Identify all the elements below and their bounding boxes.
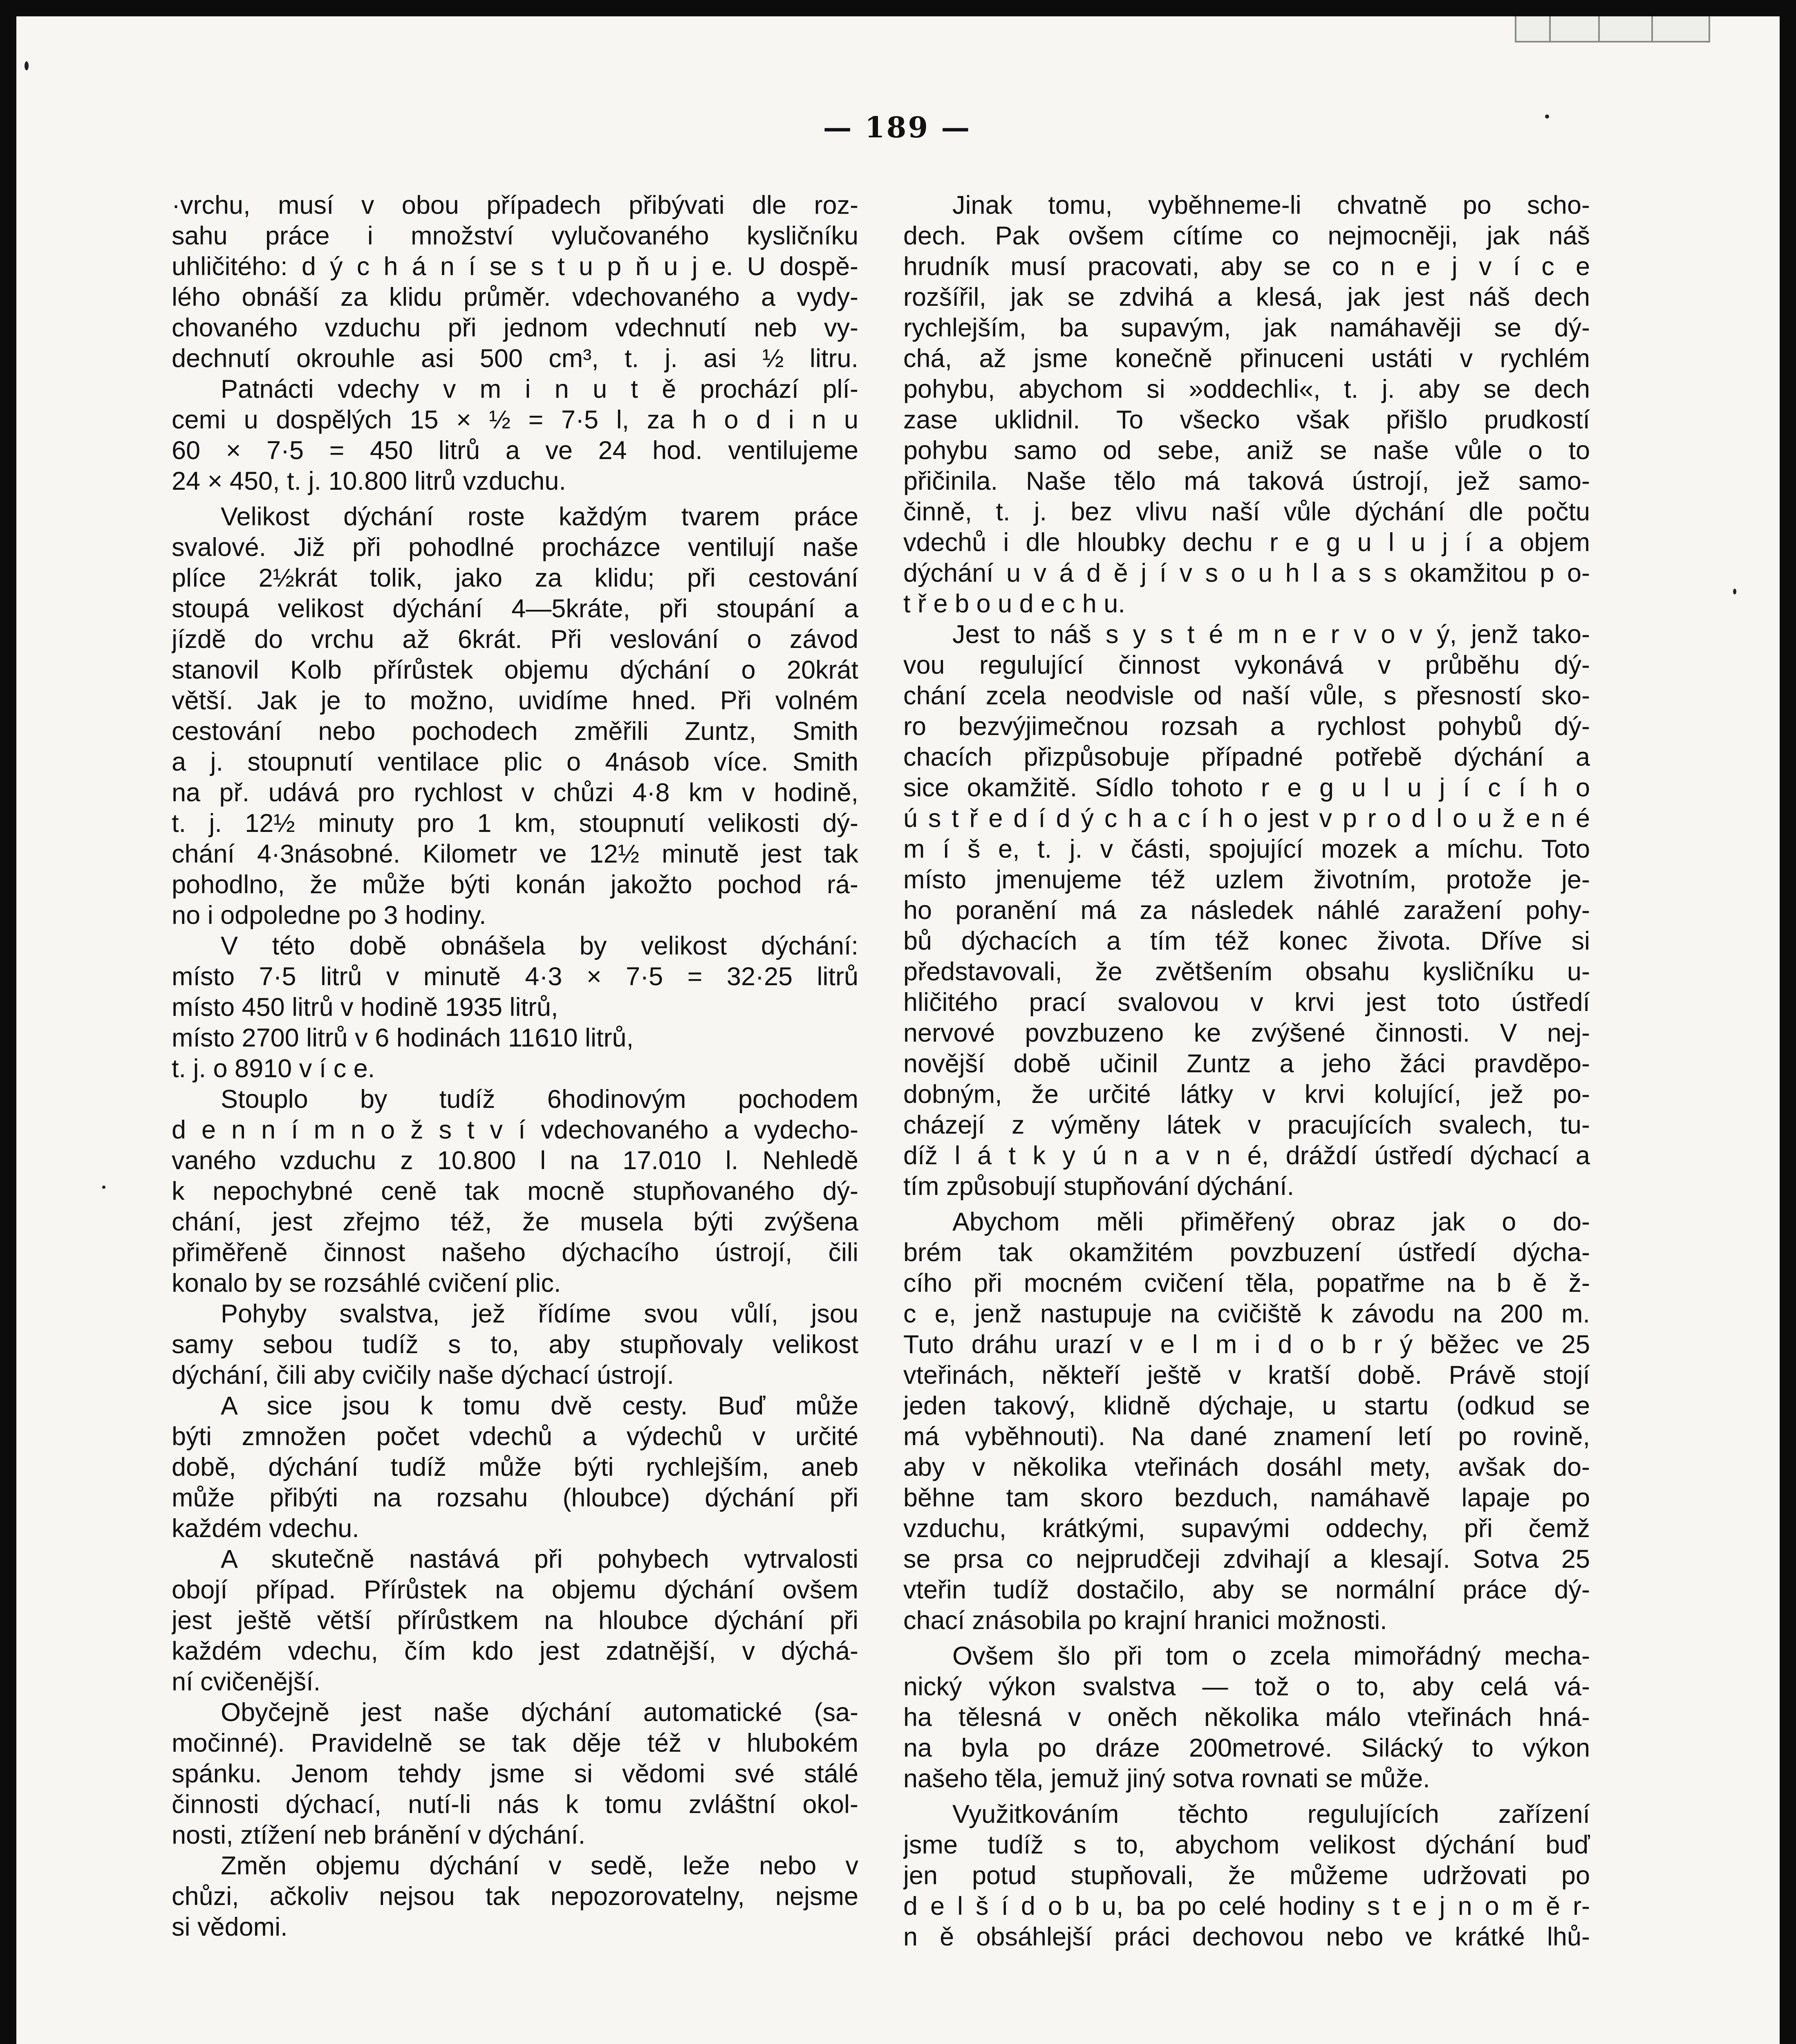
text-line: rozšířil, jak se zdvihá a klesá, jak jest náš dech — [903, 283, 1590, 312]
text-line: činně, t. j. bez vlivu naší vůle dýchání dle počtu — [903, 498, 1590, 526]
text-line: vteřin tudíž dostačilo, aby se normální práce dý- — [903, 1576, 1590, 1604]
text-line: t. j. o 8910 v í c e. — [172, 1054, 375, 1083]
text-line: d e n n í m n o ž s t v í vdechovaného a vydecho- — [172, 1116, 858, 1144]
text-line: Jinak tomu, vyběhneme-li chvatně po scho- — [952, 191, 1590, 220]
text-line: stanovil Kolb přírůstek objemu dýchání o 20krát — [172, 656, 858, 684]
text-line: ú s t ř e d í d ý c h a c í h o jest v p r o d l o u ž e n é — [903, 804, 1590, 833]
text-line: činnosti dýchací, nutí-li nás k tomu zvláštní okol- — [172, 1790, 858, 1819]
text-line: chacích přizpůsobuje případné potřebě dýchání a — [903, 743, 1590, 771]
text-line: nosti, ztížení neb bránění v dýchání. — [172, 1821, 586, 1849]
scan-speck — [25, 61, 29, 70]
text-line: t. j. 12½ minuty pro 1 km, stoupnutí velikosti dý- — [172, 809, 858, 838]
text-line: sice okamžitě. Sídlo tohoto r e g u l u j í c í h o — [903, 773, 1590, 802]
text-line: novější době učinil Zuntz a jeho žáci pravděpo- — [903, 1049, 1590, 1078]
scan-speck — [1545, 114, 1549, 119]
left-column — [172, 190, 858, 1943]
text-line: chání zcela neodvisle od naší vůle, s přesností sko- — [903, 681, 1590, 710]
library-stamp — [1515, 16, 1710, 43]
text-line: na př. udává pro rychlost v chůzi 4·8 km v hodině, — [172, 778, 858, 807]
text-line: Obyčejně jest naše dýchání automatické (sa- — [221, 1698, 858, 1727]
text-line: hrudník musí pracovati, aby se co n e j v í c e — [903, 252, 1590, 281]
text-line: může přibýti na rozsahu (hloubce) dýchání při — [172, 1484, 858, 1512]
text-line: k nepochybné ceně tak mocně stupňovaného dý- — [172, 1177, 858, 1206]
text-line: vzduchu, krátkými, supavými oddechy, při čemž — [903, 1514, 1590, 1543]
text-line: Patnácti vdechy v m i n u t ě prochází plí- — [221, 375, 858, 403]
scan-speck — [1733, 589, 1736, 594]
text-line: chá, až jsme konečně přinuceni ustáti v rychlém — [903, 344, 1590, 373]
text-line: aby v několika vteřinách dosáhl mety, avšak do- — [903, 1453, 1590, 1481]
text-line: Využitkováním těchto regulujících zařízení — [952, 1800, 1590, 1829]
text-line: Pohyby svalstva, jež řídíme svou vůlí, jsou — [221, 1300, 858, 1328]
text-line: Abychom měli přiměřený obraz jak o do- — [952, 1208, 1590, 1236]
text-line: obojí případ. Přírůstek na objemu dýchání ovšem — [172, 1576, 858, 1604]
text-line: dechnutí okrouhle asi 500 cm³, t. j. asi ½ litru. — [172, 344, 858, 373]
text-line: se prsa co nejprudčeji zdvihají a klesají. Sotva 25 — [903, 1545, 1590, 1573]
text-line: dobným, že určité látky v krvi kolující, jež po- — [903, 1080, 1590, 1109]
text-line: samy sebou tudíž s to, aby stupňovaly velikost — [172, 1330, 858, 1359]
text-line: no i odpoledne po 3 hodiny. — [172, 901, 486, 930]
text-line: lého obnáší za klidu průměr. vdechovaného a vydy- — [172, 283, 858, 312]
text-line: vdechů i dle hloubky dechu r e g u l u j í a objem — [903, 528, 1590, 557]
text-line: ·vrchu, musí v obou případech přibývati dle roz- — [172, 191, 858, 220]
text-line: Změn objemu dýchání v sedě, leže nebo v — [221, 1851, 858, 1880]
text-line: díž l á t k y ú n a v n é, dráždí ústředí dýchací a — [903, 1141, 1590, 1170]
text-line: představovali, že zvětšením obsahu kysličníku u- — [903, 957, 1590, 986]
text-line: uhličitého: d ý c h á n í se s t u p ň u j e. U dospě- — [172, 252, 858, 281]
text-line: pohodlno, že může býti konán jakožto pochod rá- — [172, 870, 858, 899]
text-line: cházejí z výměny látek v pracujících svalech, tu- — [903, 1111, 1590, 1139]
text-line: konalo by se rozsáhlé cvičení plic. — [172, 1269, 561, 1298]
text-line: Ovšem šlo při tom o zcela mimořádný mecha- — [952, 1642, 1590, 1670]
text-line: dýchání, čili aby cvičily naše dýchací ústrojí. — [172, 1361, 674, 1390]
text-line: plíce 2½krát tolik, jako za klidu; při cestování — [172, 564, 858, 592]
text-line: m í š e, t. j. v části, spojující mozek a míchu. Toto — [903, 835, 1590, 863]
text-line: chůzi, ačkoliv nejsou tak nepozorovatelny, nejsme — [172, 1882, 858, 1911]
text-line: ní cvičenější. — [172, 1667, 321, 1696]
text-line: svalové. Již při pohodlné procházce ventilují naše — [172, 533, 858, 562]
text-line: močinné). Pravidelně se tak děje též v hlubokém — [172, 1729, 858, 1757]
text-line: době, dýchání tudíž může býti rychlejším, aneb — [172, 1453, 858, 1481]
text-line: ho poranění má za následek náhlé zaražení pohy- — [903, 896, 1590, 925]
text-line: Tuto dráhu urazí v e l m i d o b r ý běžec ve 25 — [903, 1330, 1590, 1359]
text-line: dech. Pak ovšem cítíme co nejmocněji, jak náš — [903, 222, 1590, 250]
text-line: přičinila. Naše tělo má taková ústrojí, jež samo- — [903, 467, 1590, 495]
right-column — [903, 190, 1590, 1952]
text-line: každém vdechu, čím kdo jest zdatnější, v dýchá- — [172, 1637, 858, 1665]
text-line: rychlejším, ba supavým, jak namáhavěji se dý- — [903, 314, 1590, 342]
text-line: 24 × 450, t. j. 10.800 litrů vzduchu. — [172, 467, 566, 495]
text-line: pohybu, abychom si »oddechli«, t. j. aby se dech — [903, 375, 1590, 403]
text-line: místo 450 litrů v hodině 1935 litrů, — [172, 993, 558, 1022]
text-line: stoupá velikost dýchání 4—5kráte, při stoupání a — [172, 594, 858, 623]
text-line: zase uklidnil. To všecko však přišlo prudkostí — [903, 406, 1590, 434]
text-line: přiměřeně činnost našeho dýchacího ústrojí, čili — [172, 1238, 858, 1267]
text-line: c e, jenž nastupuje na cvičiště k závodu na 200 m. — [903, 1300, 1590, 1328]
text-line: jen potud stupňovali, že můžeme udržovati po — [903, 1861, 1590, 1890]
text-line: d e l š í d o b u, ba po celé hodiny s t e j n o m ě r- — [903, 1892, 1590, 1921]
text-line: místo jmenujeme též uzlem životním, protože je- — [903, 865, 1590, 894]
text-line: chání, jest zřejmo též, že musela býti zvýšena — [172, 1208, 858, 1236]
text-line: větší. Jak je to možno, uvidíme hned. Při volném — [172, 686, 858, 715]
page-number: — 189 — — [823, 110, 972, 144]
text-line: a j. stoupnutí ventilace plic o 4násob více. Smith — [172, 748, 858, 776]
text-line: jest ještě větší přírůstkem na hloubce dýchání při — [172, 1606, 858, 1635]
text-line: vaného vzduchu z 10.800 l na 17.010 l. Nehledě — [172, 1146, 858, 1175]
text-line: Jest to náš s y s t é m n e r v o v ý, jenž tako- — [952, 620, 1590, 649]
text-line: cemi u dospělých 15 × ½ = 7·5 l, za h o d i n u — [172, 406, 858, 434]
text-line: Stouplo by tudíž 6hodinovým pochodem — [221, 1085, 858, 1114]
text-line: pohybu samo od sebe, aniž se naše vůle o to — [903, 436, 1590, 465]
text-line: hličitého prací svalovou v krvi jest toto ústředí — [903, 988, 1590, 1017]
text-line: si vědomi. — [172, 1913, 288, 1941]
text-line: spánku. Jenom tehdy jsme si vědomi své stálé — [172, 1759, 858, 1788]
text-line: n ě obsáhlejší práci dechovou nebo ve krátké lhů- — [903, 1923, 1590, 1951]
text-line: chovaného vzduchu při jednom vdechnutí neb vy- — [172, 314, 858, 342]
text-line: na byla po dráze 200metrové. Silácký to výkon — [903, 1734, 1590, 1762]
text-line: místo 2700 litrů v 6 hodinách 11610 litrů, — [172, 1024, 634, 1052]
text-line: jeden takový, klidně dýchaje, u startu (odkud se — [903, 1392, 1590, 1420]
text-line: ro bezvýjimečnou rozsah a rychlost pohybů dý- — [903, 712, 1590, 741]
text-line: brém tak okamžitém povzbuzení ústředí dýcha- — [903, 1238, 1590, 1267]
text-line: běhne tam skoro bezduch, namáhavě lapaje po — [903, 1484, 1590, 1512]
text-line: chací znásobila po krajní hranici možnosti. — [903, 1606, 1387, 1635]
text-line: dýchání u v á d ě j í v s o u h l a s s okamžitou p o- — [903, 559, 1590, 587]
text-line: místo 7·5 litrů v minutě 4·3 × 7·5 = 32·25 litrů — [172, 962, 858, 991]
text-line: vou regulující činnost vykonává v průběhu dý- — [903, 651, 1590, 679]
text-line: 60 × 7·5 = 450 litrů a ve 24 hod. ventilujeme — [172, 436, 858, 465]
text-line: našeho těla, jemuž jiný sotva rovnati se může. — [903, 1764, 1430, 1793]
text-line: má vyběhnouti). Na dané znamení letí po rovině, — [903, 1422, 1590, 1451]
text-line: vteřinách, někteří ještě v kratší době. Právě stojí — [903, 1361, 1590, 1390]
text-line: tím způsobují stupňování dýchání. — [903, 1172, 1294, 1201]
text-line: Velikost dýchání roste každým tvarem práce — [221, 502, 858, 531]
text-line: jsme tudíž s to, abychom velikost dýchání buď — [903, 1831, 1590, 1859]
text-line: bů dýchacích a tím též konec života. Dříve si — [903, 927, 1590, 955]
text-line: chání 4·3násobné. Kilometr ve 12½ minutě jest tak — [172, 840, 858, 868]
text-line: nický výkon svalstva — tož o to, aby celá vá- — [903, 1672, 1590, 1701]
book-page — [16, 16, 1780, 2044]
text-line: t ř e b o u d e c h u. — [903, 589, 1125, 618]
text-line: býti zmnožen počet vdechů a výdechů v určité — [172, 1422, 858, 1451]
text-line: cestování nebo pochodech změřili Zuntz, Smith — [172, 717, 858, 746]
text-line: jízdě do vrchu až 6krát. Při veslování o závod — [172, 625, 858, 654]
text-line: sahu práce i množství vylučovaného kysličníku — [172, 222, 858, 250]
text-line: ha tělesná v oněch několika málo vteřinách hná- — [903, 1703, 1590, 1732]
scan-speck — [102, 1186, 105, 1189]
text-line: cího při mocném cvičení těla, popatřme na b ě ž- — [903, 1269, 1590, 1298]
text-line: každém vdechu. — [172, 1514, 359, 1543]
text-line: A sice jsou k tomu dvě cesty. Buď může — [221, 1392, 858, 1420]
text-line: V této době obnášela by velikost dýchání: — [221, 932, 858, 960]
text-line: nervové povzbuzeno ke zvýšené činnosti. V nej- — [903, 1019, 1590, 1047]
text-line: A skutečně nastává při pohybech vytrvalosti — [221, 1545, 858, 1573]
